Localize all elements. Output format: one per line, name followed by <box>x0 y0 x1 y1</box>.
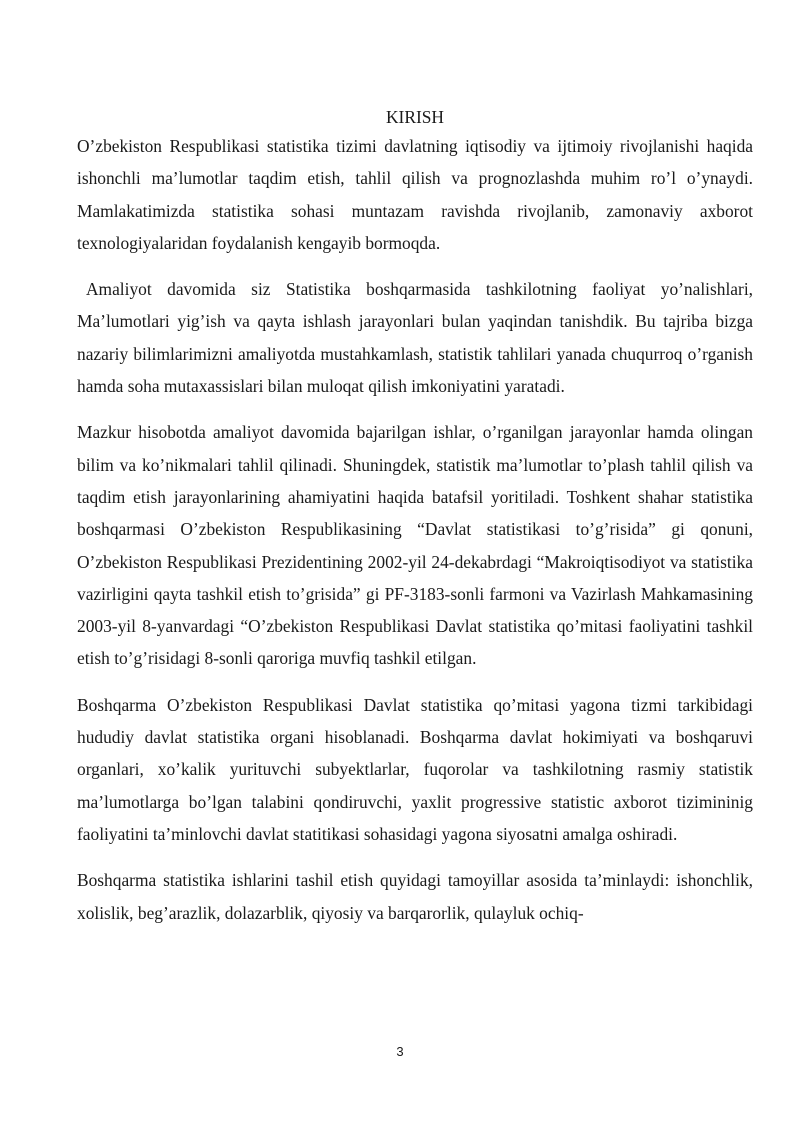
page-number: 3 <box>396 1044 404 1059</box>
paragraph-principles: Boshqarma statistika ishlarini tashil etish quyidagi tamoyillar asosida ta’minlaydi: ishonchlik, xolislik, beg’arazlik, dolazarblik, qiyosiy va barqarorlik, qulayluk ochiq- <box>77 870 753 923</box>
paragraph-practice: Amaliyot davomida siz Statistika boshqarmasida tashkilotning faoliyat yo’nalishlari, Ma’lumotlari yig’ish va qayta ishlash jarayonlari bulan yaqindan tanishdik. Bu tajriba bizga nazariy bilimlarimizni amaliyotda mustahkamlash, statistik tahlilari yanada chuqurroq o’rganish hamda soha mutaxassislari bilan muloqat qilish imkoniyatini yaratadi. <box>77 279 753 397</box>
paragraph-intro: O’zbekiston Respublikasi statistika tizimi davlatning iqtisodiy va ijtimoiy rivojlanishi haqida ishonchli ma’lumotlar taqdim etish, tahlil qilish va prognozlashda muhim ro’l o’ynaydi. Mamlakatimizda statistika sohasi muntazam ravishda rivojlanib, zamonaviy axborot texnologiyalaridan foydalanish kengayib bormoqda. <box>77 136 753 253</box>
paragraph-administration: Boshqarma O’zbekiston Respublikasi Davlat statistika qo’mitasi yagona tizmi tarkibidagi hududiy davlat statistika organi hisoblanadi. Boshqarma davlat hokimiyati va boshqaruvi organlari, xo’kalik yurituvchi subyektlarlar, fuqorolar va tashkilotning rasmiy statistik ma’lumotlarga bo’lgan talabini qondiruvchi, yaxlit progressive statistic axborot tizimininig faoliyatini ta’minlovchi davlat statitikasi sohasidagi yagona siyosatni amalga oshiradi. <box>77 694 753 844</box>
paragraph-report-overview: Mazkur hisobotda amaliyot davomida bajarilgan ishlar, o’rganilgan jarayonlar hamda olingan bilim va ko’nikmalari tahlil qilinadi. Shuningdek, statistik ma’lumotlar to’plash tahlil qilish va taqdim etish jarayonlarining ahamiyatini haqida batafsil yoritiladi. Toshkent shahar statistika boshqarmasi O’zbekiston Respublikasining “Davlat statistikasi to’g’risida” gi qonuni, O’zbekiston Respublikasi Prezidentining 2002-yil 24-dekabrdagi “Makroiqtisodiyot va statistika vazirligini qayta tashkil etish to’grisida” gi PF-3183-sonli farmoni va Vazirlash Mahkamasining 2003-yil 8-yanvardagi “O’zbekiston Respublikasi Davlat statistika qo’mitasi faoliyatini tashkil etish to’g’risidagi 8-sonli qaroriga muvfiq tashkil etilgan. <box>77 422 753 669</box>
section-title: KIRISH <box>386 107 444 127</box>
document-body <box>77 104 753 943</box>
